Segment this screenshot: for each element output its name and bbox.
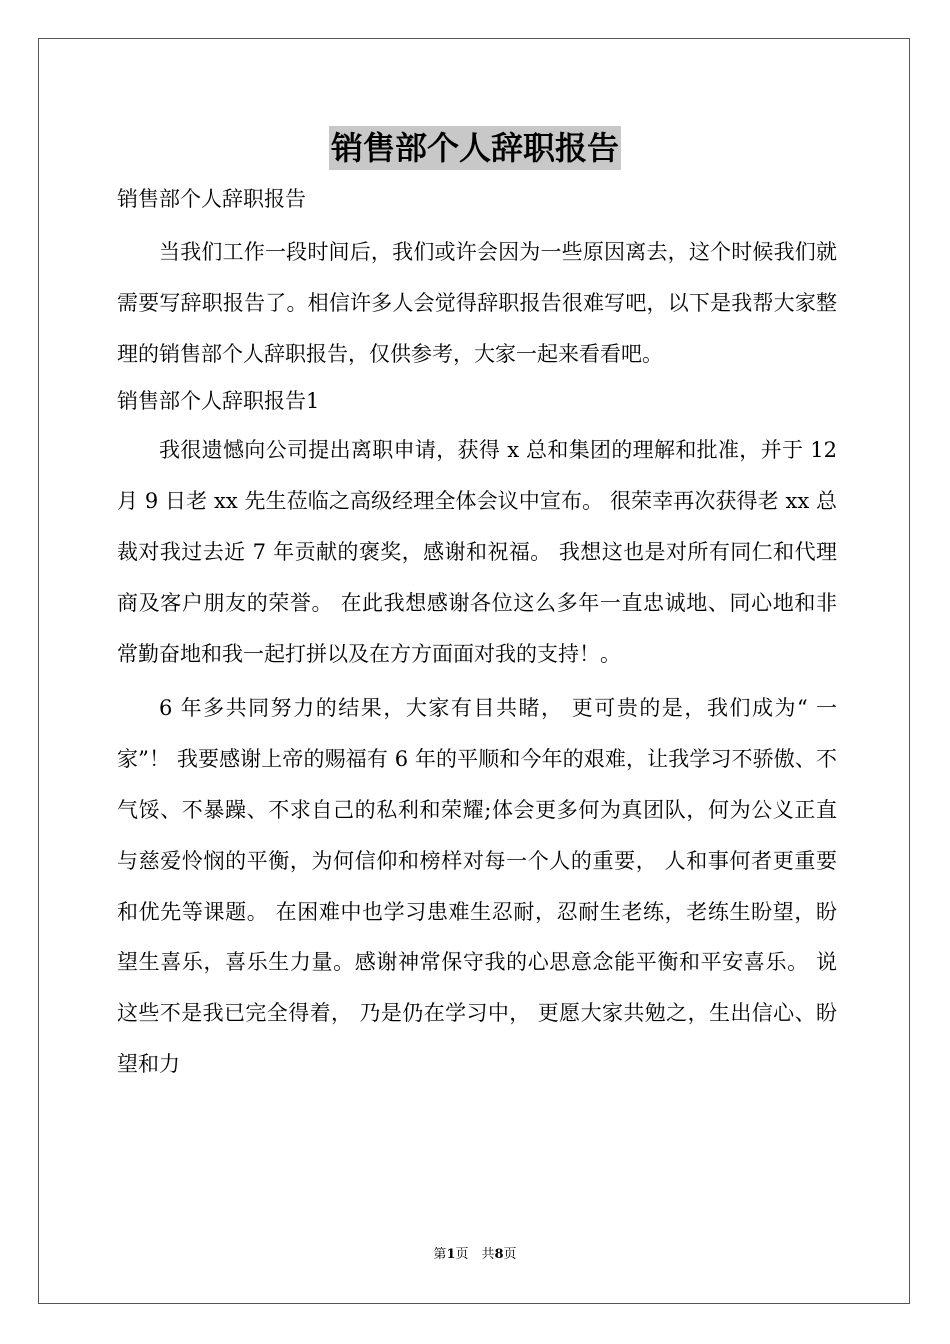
document-title: 销售部个人辞职报告 (329, 126, 621, 170)
footer-mid: 页 共 (455, 1247, 495, 1262)
title-container (0, 126, 950, 170)
footer-current-page: 1 (446, 1247, 456, 1262)
document-subtitle: 销售部个人辞职报告 (117, 187, 306, 211)
document-body (117, 181, 837, 1090)
footer-suffix: 页 (503, 1247, 517, 1262)
body-paragraph-1: 我很遗憾向公司提出离职申请，获得 x 总和集团的理解和批准，并于 12 月 9 日老 xx 先生莅临之高级经理全体会议中宣布。 很荣幸再次获得老 xx 总裁对我过去近 7 年贡献的褒奖，感谢和祝福。 我想这也是对所有同仁和代理商及客户朋友的荣誉。 在此我想感谢各位这么多年一直忠诚地、同心地和非常勤奋地和我一起打拼以及在方方面面对我的支持！。 (117, 438, 837, 666)
page-footer (0, 1246, 950, 1264)
intro-paragraph: 当我们工作一段时间后，我们或许会因为一些原因离去，这个时候我们就需要写辞职报告了。相信许多人会觉得辞职报告很难写吧，以下是我帮大家整理的销售部个人辞职报告，仅供参考，大家一起来看看吧。 (117, 240, 837, 366)
footer-total-pages: 8 (494, 1247, 504, 1262)
body-paragraph-2: 6 年多共同努力的结果，大家有目共睹， 更可贵的是，我们成为“ 一家”！ 我要感谢上帝的赐福有 6 年的平顺和今年的艰难，让我学习不骄傲、不气馁、不暴躁、不求自己的私利和荣耀;体会更多何为真团队，何为公义正直与慈爱怜悯的平衡，为何信仰和榜样对每一个人的重要， 人和事何者更重要和优先等课题。 在困难中也学习患难生忍耐，忍耐生老练，老练生盼望，盼望生喜乐，喜乐生力量。感谢神常保守我的心思意念能平衡和平安喜乐。 说这些不是我已完全得着， 乃是仍在学习中， 更愿大家共勉之，生出信心、盼望和力 (117, 696, 837, 1076)
section-heading: 销售部个人辞职报告1 (117, 389, 320, 414)
footer-prefix: 第 (433, 1247, 447, 1262)
